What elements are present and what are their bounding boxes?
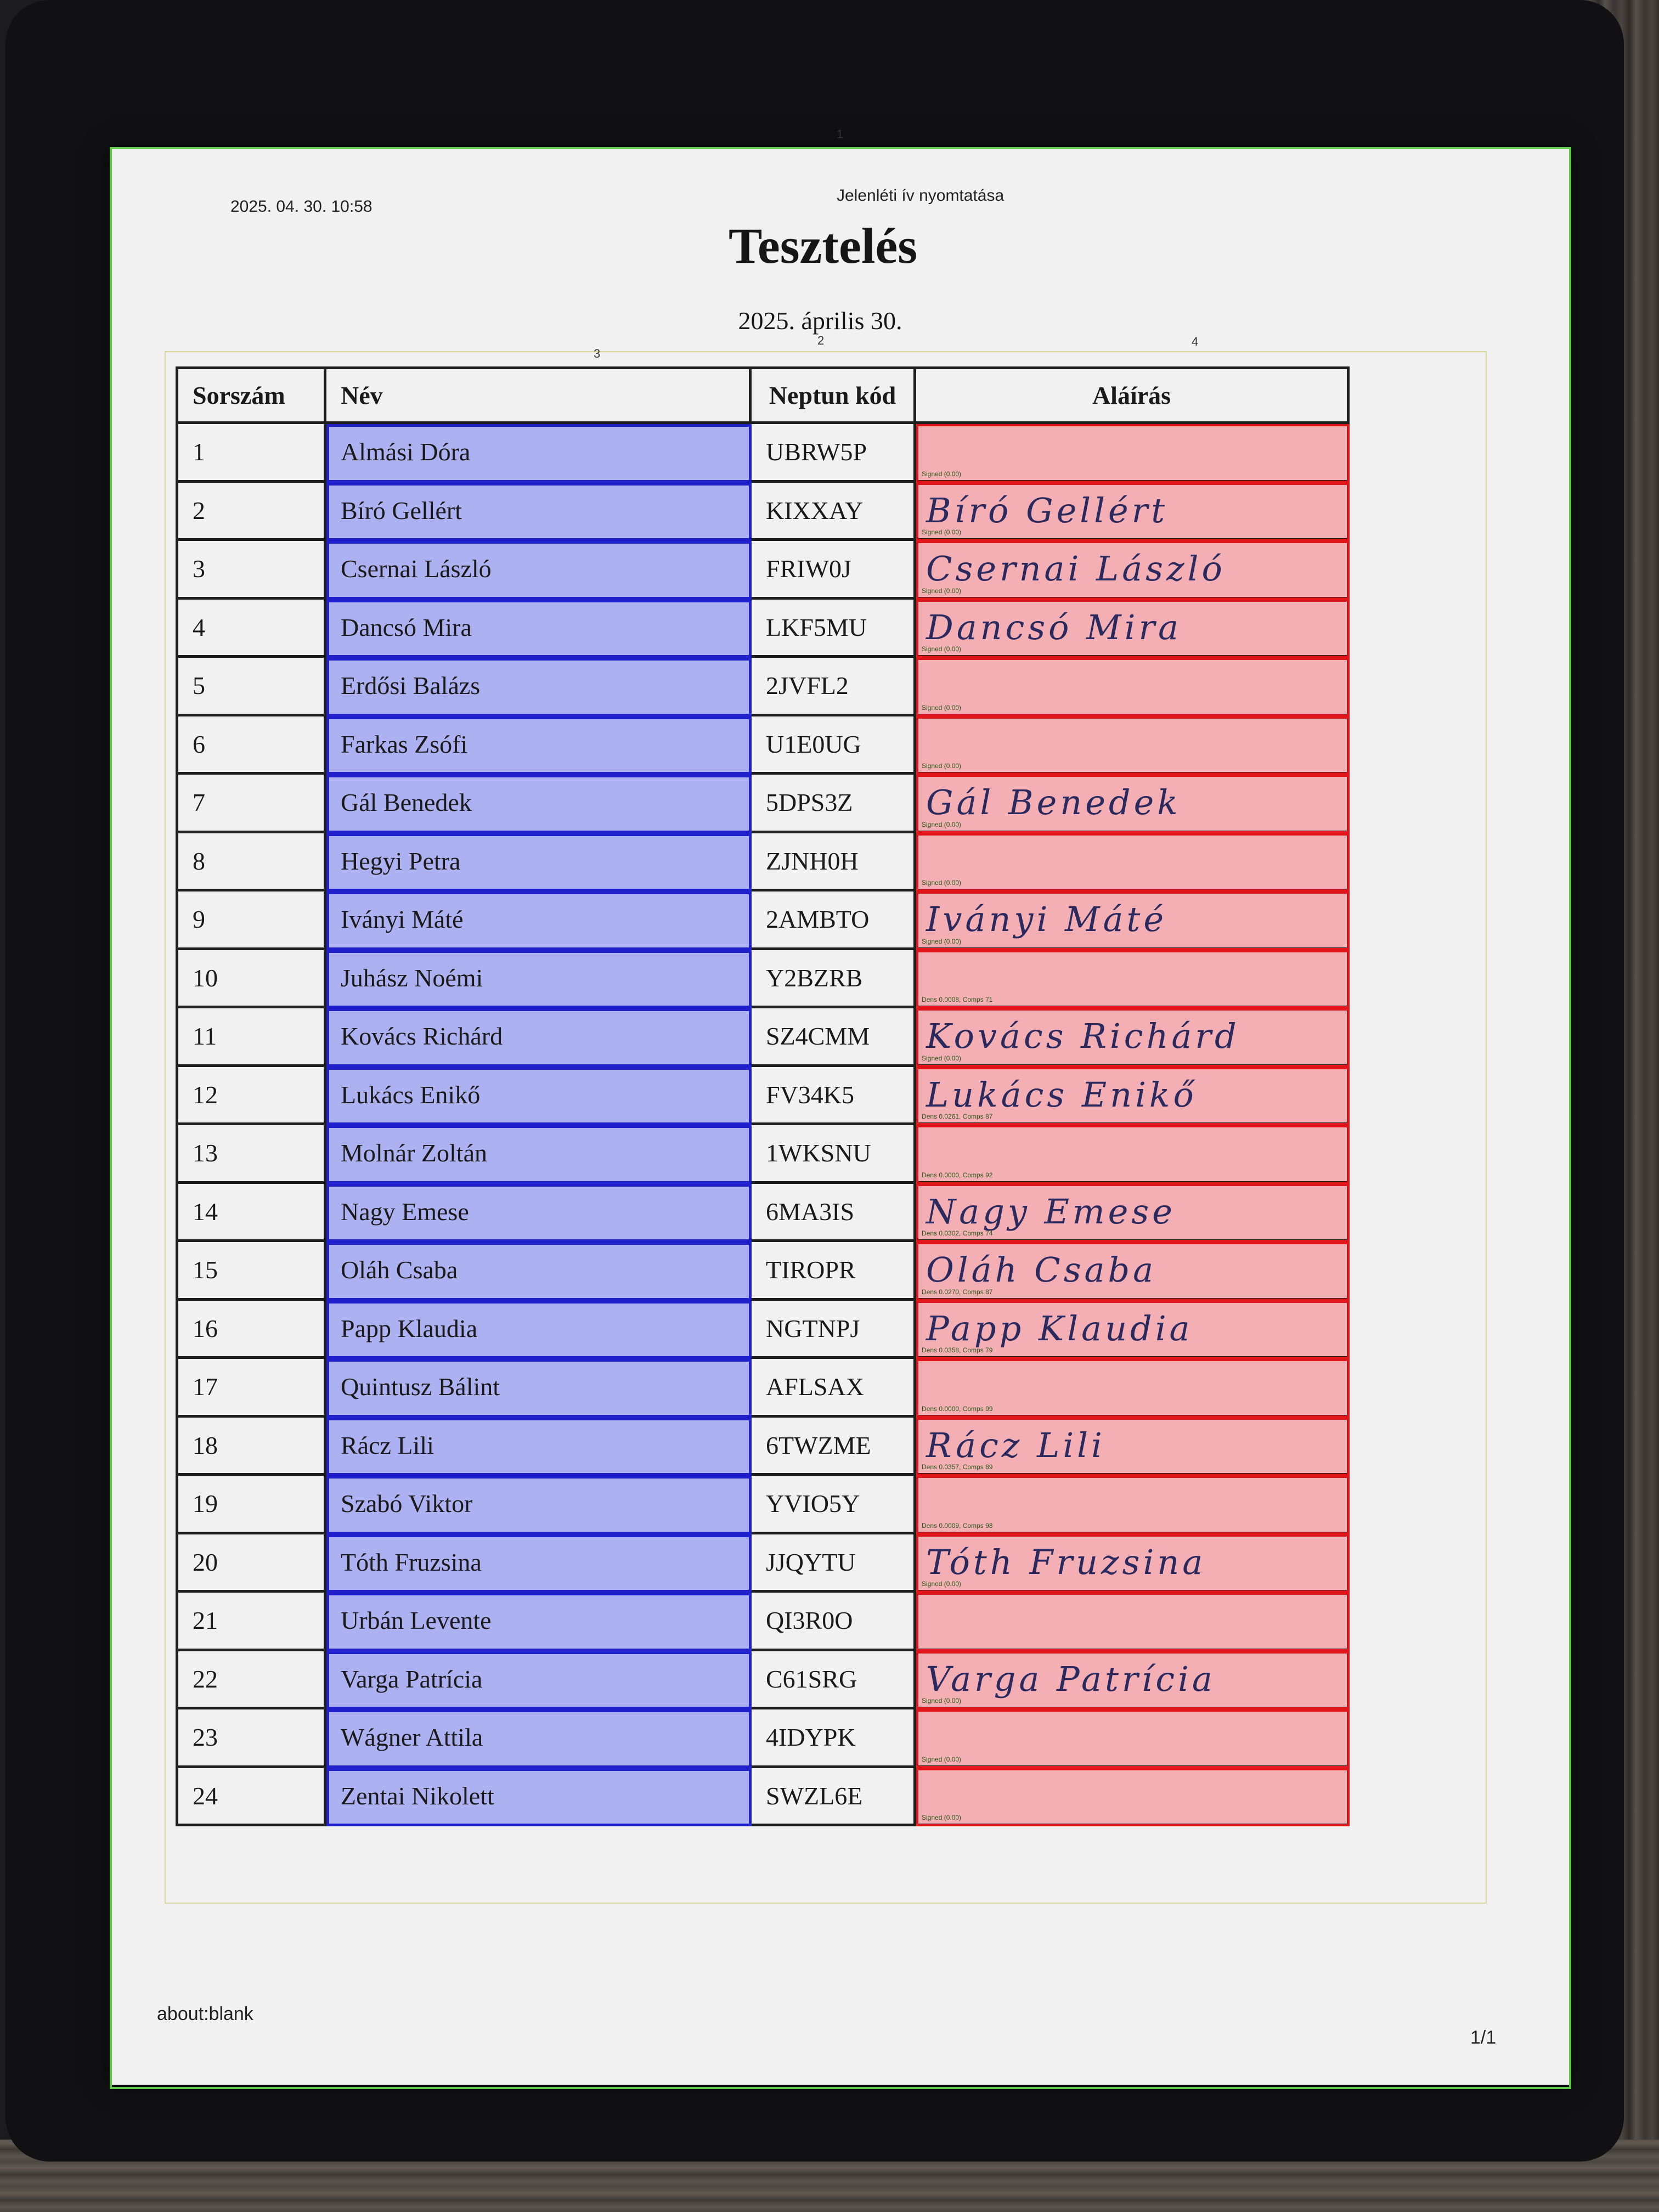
handwritten-signature: Gál Benedek: [926, 782, 1181, 823]
signature-detection-tag: Signed (0.00): [922, 703, 962, 712]
student-name: Csernai László: [326, 541, 752, 600]
signature-cell: [916, 1125, 1350, 1184]
header-alairas: Aláírás: [916, 369, 1350, 424]
student-name: Tóth Fruzsina: [326, 1534, 752, 1593]
signature-cell: [916, 541, 1350, 600]
row-number: 15: [178, 1242, 326, 1301]
signature-cell: [916, 424, 1350, 483]
row-number: 11: [178, 1008, 326, 1067]
signature-detection-tag: Signed (0.00): [922, 586, 962, 595]
student-name: Quintusz Bálint: [326, 1359, 752, 1418]
signature-cell: [916, 1301, 1350, 1359]
signature-detection-tag: Dens 0.0302, Comps 74: [922, 1229, 993, 1237]
signature-detection-tag: Dens 0.0357, Comps 89: [922, 1463, 993, 1471]
handwritten-signature: Papp Klaudia: [926, 1308, 1193, 1348]
neptun-code: NGTNPJ: [752, 1301, 916, 1359]
signature-cell: [916, 775, 1350, 833]
header-nev: Név: [326, 369, 752, 424]
attendance-table: [176, 366, 1350, 1826]
student-name: Oláh Csaba: [326, 1242, 752, 1301]
neptun-code: AFLSAX: [752, 1359, 916, 1418]
signature-column-detection-label: 4: [1192, 335, 1199, 348]
row-number: 7: [178, 775, 326, 833]
neptun-code: 1WKSNU: [752, 1125, 916, 1184]
student-name: Bíró Gellért: [326, 483, 752, 541]
neptun-code: ZJNH0H: [752, 833, 916, 892]
student-name: Farkas Zsófi: [326, 716, 752, 775]
handwritten-signature: Lukács Enikő: [926, 1074, 1197, 1115]
student-name: Szabó Viktor: [326, 1476, 752, 1534]
student-name: Iványi Máté: [326, 891, 752, 950]
neptun-code: 2JVFL2: [752, 658, 916, 716]
signature-detection-tag: Dens 0.0270, Comps 87: [922, 1288, 993, 1296]
handwritten-signature: Varga Patrícia: [926, 1658, 1216, 1699]
row-number: 20: [178, 1534, 326, 1593]
footer-url: about:blank: [157, 2004, 253, 2024]
neptun-code: Y2BZRB: [752, 950, 916, 1009]
signature-cell: [916, 600, 1350, 658]
neptun-code: C61SRG: [752, 1651, 916, 1710]
row-number: 13: [178, 1125, 326, 1184]
signature-cell: [916, 833, 1350, 892]
student-name: Juhász Noémi: [326, 950, 752, 1009]
student-name: Wágner Attila: [326, 1709, 752, 1768]
neptun-code: U1E0UG: [752, 716, 916, 775]
neptun-code: SWZL6E: [752, 1768, 916, 1827]
student-name: Hegyi Petra: [326, 833, 752, 892]
row-number: 16: [178, 1301, 326, 1359]
signature-detection-tag: Signed (0.00): [922, 762, 962, 770]
signature-cell: [916, 483, 1350, 541]
signature-detection-tag: Dens 0.0358, Comps 79: [922, 1346, 993, 1354]
row-number: 5: [178, 658, 326, 716]
student-name: Papp Klaudia: [326, 1301, 752, 1359]
signature-detection-tag: Dens 0.0008, Comps 71: [922, 996, 993, 1003]
signature-detection-tag: Signed (0.00): [922, 1054, 962, 1062]
signature-detection-tag: Signed (0.00): [922, 1697, 962, 1705]
neptun-code: KIXXAY: [752, 483, 916, 541]
handwritten-signature: Dancsó Mira: [926, 607, 1182, 647]
signature-cell: [916, 1067, 1350, 1126]
neptun-code: 6TWZME: [752, 1418, 916, 1476]
signature-cell: [916, 1534, 1350, 1593]
signature-cell: [916, 1476, 1350, 1534]
row-number: 17: [178, 1359, 326, 1418]
row-number: 1: [178, 424, 326, 483]
header-sorszam: Sorszám: [178, 369, 326, 424]
signature-detection-tag: Dens 0.0000, Comps 92: [922, 1171, 993, 1179]
handwritten-signature: Kovács Richárd: [926, 1016, 1240, 1057]
page-detection-label: 1: [837, 127, 844, 141]
signature-detection-tag: Dens 0.0261, Comps 87: [922, 1113, 993, 1120]
neptun-code: SZ4CMM: [752, 1008, 916, 1067]
row-number: 23: [178, 1709, 326, 1768]
session-date: 2025. április 30.: [738, 307, 902, 335]
page-title: Tesztelés: [728, 218, 918, 274]
print-title: Jelenléti ív nyomtatása: [837, 187, 1005, 205]
row-number: 14: [178, 1184, 326, 1243]
handwritten-signature: Csernai László: [926, 549, 1226, 589]
signature-cell: [916, 1651, 1350, 1710]
footer-page-number: 1/1: [1470, 2027, 1497, 2048]
name-column-detection-label: 3: [594, 347, 601, 360]
neptun-code: 2AMBTO: [752, 891, 916, 950]
row-number: 10: [178, 950, 326, 1009]
row-number: 21: [178, 1593, 326, 1651]
neptun-code: JJQYTU: [752, 1534, 916, 1593]
student-name: Gál Benedek: [326, 775, 752, 833]
print-datetime: 2025. 04. 30. 10:58: [230, 198, 373, 216]
handwritten-signature: Bíró Gellért: [926, 490, 1169, 531]
signature-detection-tag: Signed (0.00): [922, 879, 962, 887]
row-number: 19: [178, 1476, 326, 1534]
row-number: 3: [178, 541, 326, 600]
handwritten-signature: Oláh Csaba: [926, 1250, 1157, 1290]
signature-detection-tag: Signed (0.00): [922, 1755, 962, 1763]
signature-cell: [916, 950, 1350, 1009]
student-name: Zentai Nikolett: [326, 1768, 752, 1827]
signature-cell: [916, 1768, 1350, 1827]
handwritten-signature: Iványi Máté: [926, 899, 1167, 940]
signature-cell: [916, 1418, 1350, 1476]
neptun-code: 5DPS3Z: [752, 775, 916, 833]
signature-cell: [916, 891, 1350, 950]
signature-detection-tag: Signed (0.00): [922, 528, 962, 536]
handwritten-signature: Nagy Emese: [926, 1191, 1176, 1232]
handwritten-signature: Tóth Fruzsina: [926, 1542, 1206, 1582]
row-number: 12: [178, 1067, 326, 1126]
student-name: Erdősi Balázs: [326, 658, 752, 716]
signature-detection-tag: Signed (0.00): [922, 937, 962, 945]
neptun-code: QI3R0O: [752, 1593, 916, 1651]
neptun-code: 6MA3IS: [752, 1184, 916, 1243]
signature-detection-tag: Signed (0.00): [922, 1814, 962, 1821]
student-name: Almási Dóra: [326, 424, 752, 483]
neptun-code: FRIW0J: [752, 541, 916, 600]
student-name: Kovács Richárd: [326, 1008, 752, 1067]
signature-cell: [916, 1008, 1350, 1067]
student-name: Dancsó Mira: [326, 600, 752, 658]
student-name: Molnár Zoltán: [326, 1125, 752, 1184]
neptun-code: 4IDYPK: [752, 1709, 916, 1768]
signature-cell: [916, 658, 1350, 716]
neptun-code: LKF5MU: [752, 600, 916, 658]
student-name: Nagy Emese: [326, 1184, 752, 1243]
signature-cell: [916, 1709, 1350, 1768]
table-detection-label: 2: [817, 334, 825, 347]
student-name: Lukács Enikő: [326, 1067, 752, 1126]
neptun-code: YVIO5Y: [752, 1476, 916, 1534]
row-number: 4: [178, 600, 326, 658]
row-number: 8: [178, 833, 326, 892]
row-number: 9: [178, 891, 326, 950]
row-number: 24: [178, 1768, 326, 1827]
signature-cell: [916, 716, 1350, 775]
signature-cell: [916, 1242, 1350, 1301]
student-name: Rácz Lili: [326, 1418, 752, 1476]
row-number: 22: [178, 1651, 326, 1710]
signature-cell: [916, 1593, 1350, 1651]
signature-cell: [916, 1184, 1350, 1243]
handwritten-signature: Rácz Lili: [926, 1425, 1105, 1465]
signature-detection-tag: Signed (0.00): [922, 645, 962, 653]
signature-detection-tag: Dens 0.0000, Comps 99: [922, 1404, 993, 1413]
signature-detection-tag: Signed (0.00): [922, 470, 962, 478]
row-number: 18: [178, 1418, 326, 1476]
signature-detection-tag: Signed (0.00): [922, 820, 962, 828]
row-number: 2: [178, 483, 326, 541]
signature-detection-tag: Signed (0.00): [922, 1580, 962, 1588]
signature-cell: [916, 1359, 1350, 1418]
student-name: Varga Patrícia: [326, 1651, 752, 1710]
signature-detection-tag: Dens 0.0009, Comps 98: [922, 1521, 993, 1530]
student-name: Urbán Levente: [326, 1593, 752, 1651]
neptun-code: TIROPR: [752, 1242, 916, 1301]
neptun-code: FV34K5: [752, 1067, 916, 1126]
neptun-code: UBRW5P: [752, 424, 916, 483]
row-number: 6: [178, 716, 326, 775]
header-neptun-kod: Neptun kód: [752, 369, 916, 424]
